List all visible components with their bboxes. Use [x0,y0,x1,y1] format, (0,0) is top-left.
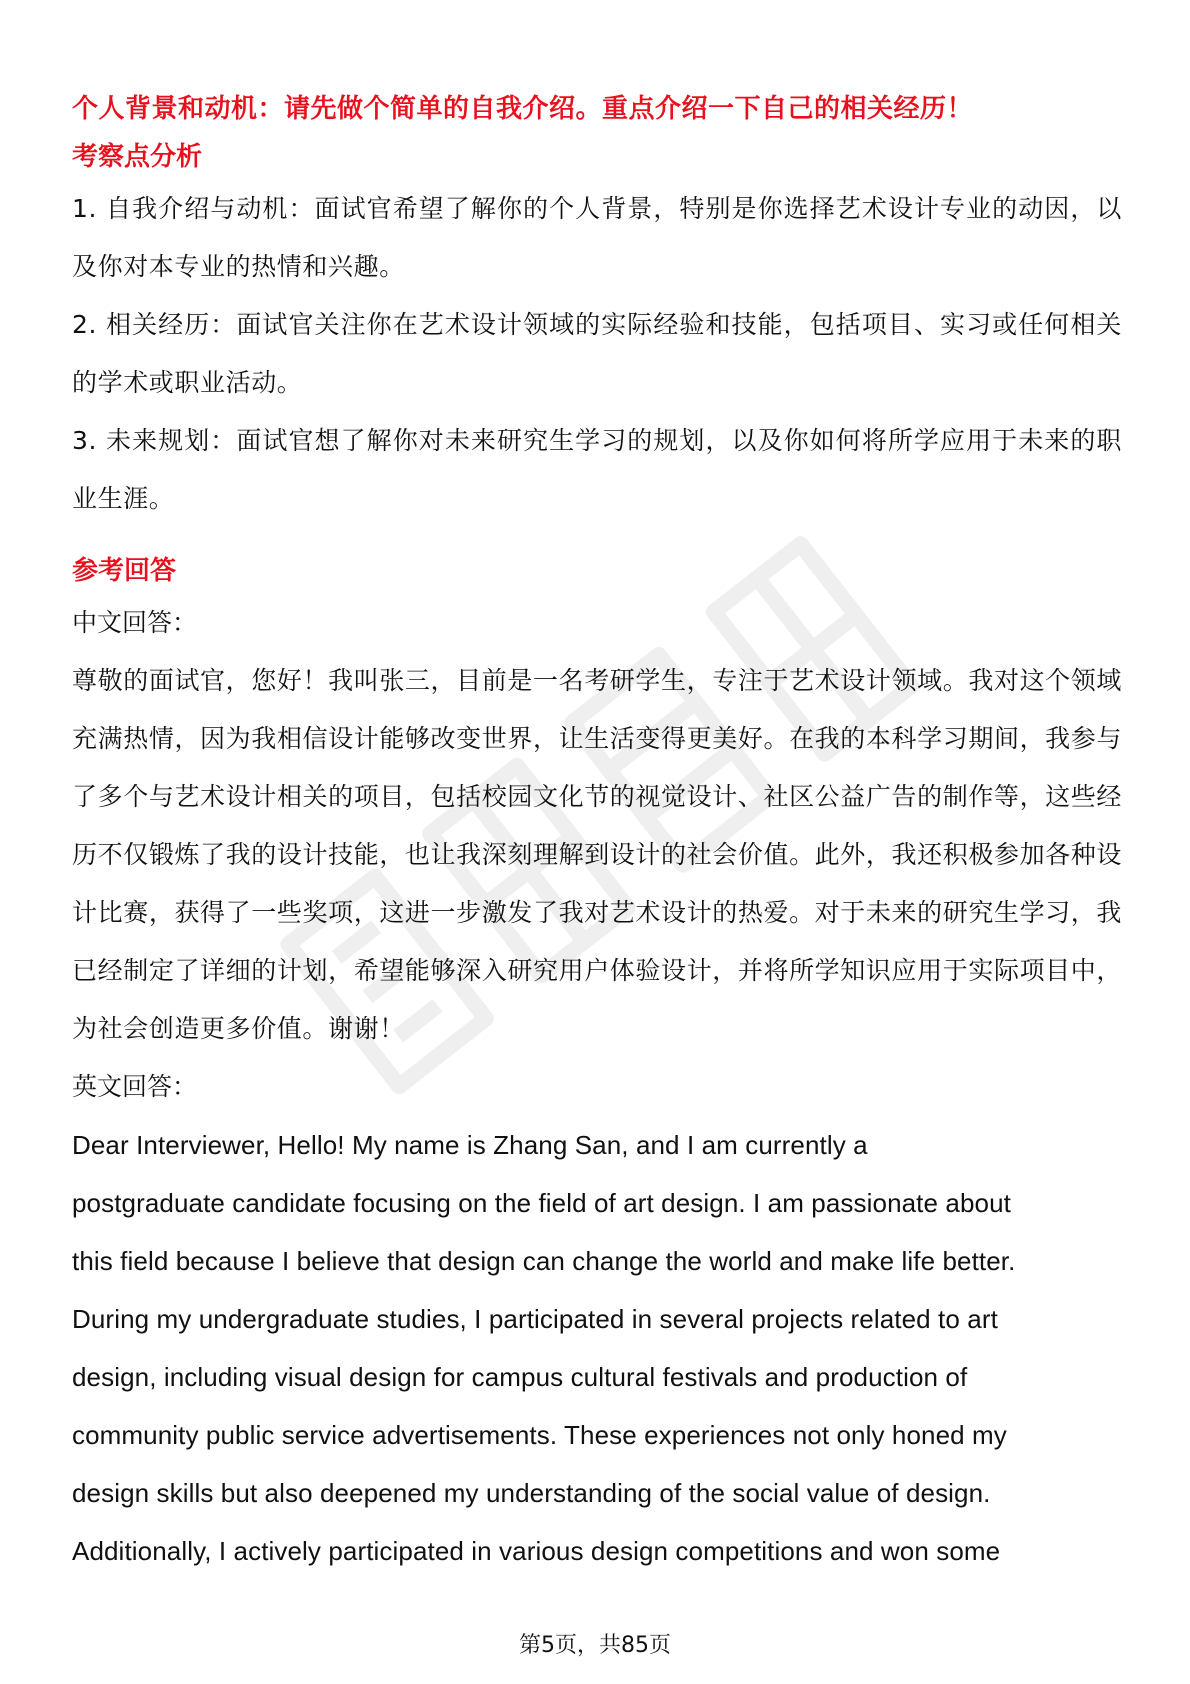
english-answer-line: During my undergraduate studies, I participated in several projects related to art [72,1304,998,1334]
analysis-heading: 考察点分析 [72,142,203,172]
chinese-answer-label: 中文回答： [72,608,198,637]
english-answer-text [72,1116,1122,1580]
analysis-point-1: 1. 自我介绍与动机：面试官希望了解你的个人背景，特别是你选择艺术设计专业的动因，以及你对本专业的热情和兴趣。 [72,194,1122,281]
analysis-point-2: 2. 相关经历：面试官关注你在艺术设计领域的实际经验和技能，包括项目、实习或任何相关的学术或职业活动。 [72,310,1122,397]
english-answer-line: postgraduate candidate focusing on the field of art design. I am passionate about [72,1188,1011,1218]
english-answer-line: Additionally, I actively participated in various design competitions and won some [72,1536,1001,1566]
english-answer-line: community public service advertisements. These experiences not only honed my [72,1420,1007,1450]
english-answer-label: 英文回答： [72,1072,198,1101]
analysis-point-3: 3. 未来规划：面试官想了解你对未来研究生学习的规划，以及你如何将所学应用于未来的职业生涯。 [72,426,1122,513]
chinese-answer-text: 尊敬的面试官，您好！我叫张三，目前是一名考研学生，专注于艺术设计领域。我对这个领域充满热情，因为我相信设计能够改变世界，让生活变得更美好。在我的本科学习期间，我参与了多个与艺术设计相关的项目，包括校园文化节的视觉设计、社区公益广告的制作等，这些经历不仅锻炼了我的设计技能，也让我深刻理解到设计的社会价值。此外，我还积极参加各种设计比赛，获得了一些奖项，这进一步激发了我对艺术设计的热爱。对于未来的研究生学习，我已经制定了详细的计划，希望能够深入研究用户体验设计，并将所学知识应用于实际项目中，为社会创造更多价值。谢谢！ [72,666,1122,1043]
english-answer-line: design, including visual design for campus cultural festivals and production of [72,1362,968,1392]
english-answer-line: design skills but also deepened my understanding of the social value of design. [72,1478,991,1508]
question-title: 个人背景和动机：请先做个简单的自我介绍。重点介绍一下自己的相关经历！ [72,94,974,124]
english-answer-line: Dear Interviewer, Hello! My name is Zhang San, and I am currently a [72,1130,868,1160]
document-content [72,86,1122,1580]
answer-heading: 参考回答 [72,556,177,586]
english-answer-line: this field because I believe that design can change the world and make life better. [72,1246,1016,1276]
page-number: 第5页，共85页 [519,1633,671,1658]
